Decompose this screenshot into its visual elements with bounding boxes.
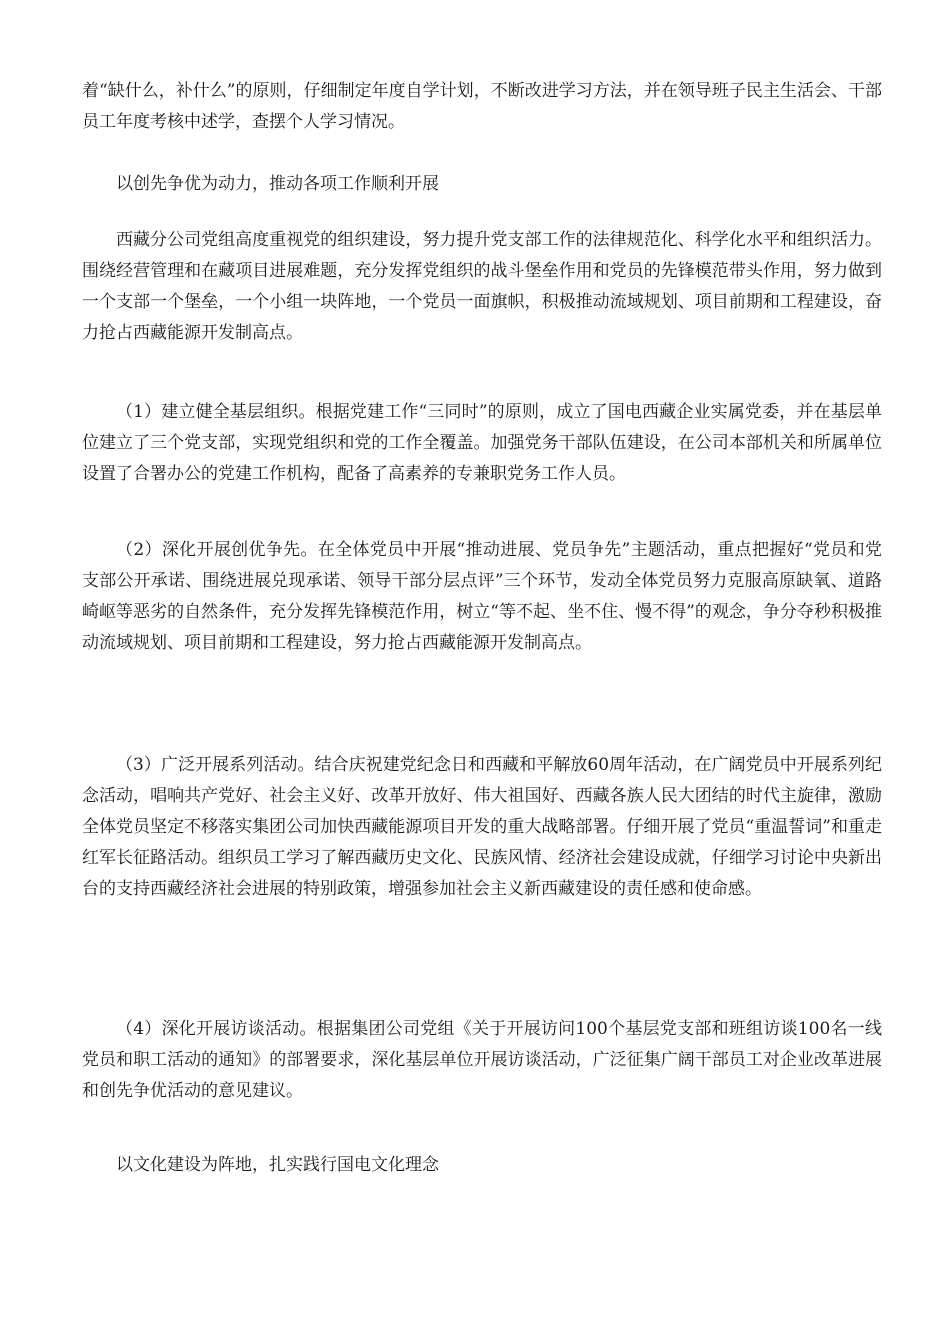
section-heading-culture: 以文化建设为阵地，扎实践行国电文化理念	[116, 1155, 439, 1175]
section-heading-excellence: 以创先争优为动力，推动各项工作顺利开展	[116, 174, 439, 194]
paragraph-study-plan: 着“缺什么，补什么”的原则，仔细制定年度自学计划，不断改进学习方法，并在领导班子民主生活会、干部员工年度考核中述学，查摆个人学习情况。	[82, 81, 882, 132]
paragraph-item-1-grassroots: （1）建立健全基层组织。根据党建工作“三同时”的原则，成立了国电西藏企业实属党委，并在基层单位建立了三个党支部，实现党组织和党的工作全覆盖。加强党务干部队伍建设，在公司本部机关和所属单位设置了合署办公的党建工作机构，配备了高素养的专兼职党务工作人员。	[82, 402, 882, 484]
paragraph-item-4-interviews: （4）深化开展访谈活动。根据集团公司党组《关于开展访问100个基层党支部和班组访谈100名一线党员和职工活动的通知》的部署要求，深化基层单位开展访谈活动，广泛征集广阔干部员工对企业改革进展和创先争优活动的意见建议。	[82, 1019, 882, 1101]
paragraph-party-organization: 西藏分公司党组高度重视党的组织建设，努力提升党支部工作的法律规范化、科学化水平和组织活力。围绕经营管理和在藏项目进展难题，充分发挥党组织的战斗堡垒作用和党员的先锋模范带头作用，努力做到一个支部一个堡垒，一个小组一块阵地，一个党员一面旗帜，积极推动流域规划、项目前期和工程建设，奋力抢占西藏能源开发制高点。	[82, 230, 882, 343]
paragraph-item-3-activities: （3）广泛开展系列活动。结合庆祝建党纪念日和西藏和平解放60周年活动，在广阔党员中开展系列纪念活动，唱响共产党好、社会主义好、改革开放好、伟大祖国好、西藏各族人民大团结的时代主旋律，激励全体党员坚定不移落实集团公司加快西藏能源项目开发的重大战略部署。仔细开展了党员“重温誓词”和重走红军长征路活动。组织员工学习了解西藏历史文化、民族风情、经济社会建设成就，仔细学习讨论中央新出台的支持西藏经济社会进展的特别政策，增强参加社会主义新西藏建设的责任感和使命感。	[82, 755, 882, 899]
paragraph-item-2-excellence: （2）深化开展创优争先。在全体党员中开展“推动进展、党员争先”主题活动，重点把握好“党员和党支部公开承诺、围绕进展兑现承诺、领导干部分层点评”三个环节，发动全体党员努力克服高原缺氧、道路崎岖等恶劣的自然条件，充分发挥先锋模范作用，树立“等不起、坐不住、慢不得”的观念，争分夺秒积极推动流域规划、项目前期和工程建设，努力抢占西藏能源开发制高点。	[82, 540, 882, 653]
